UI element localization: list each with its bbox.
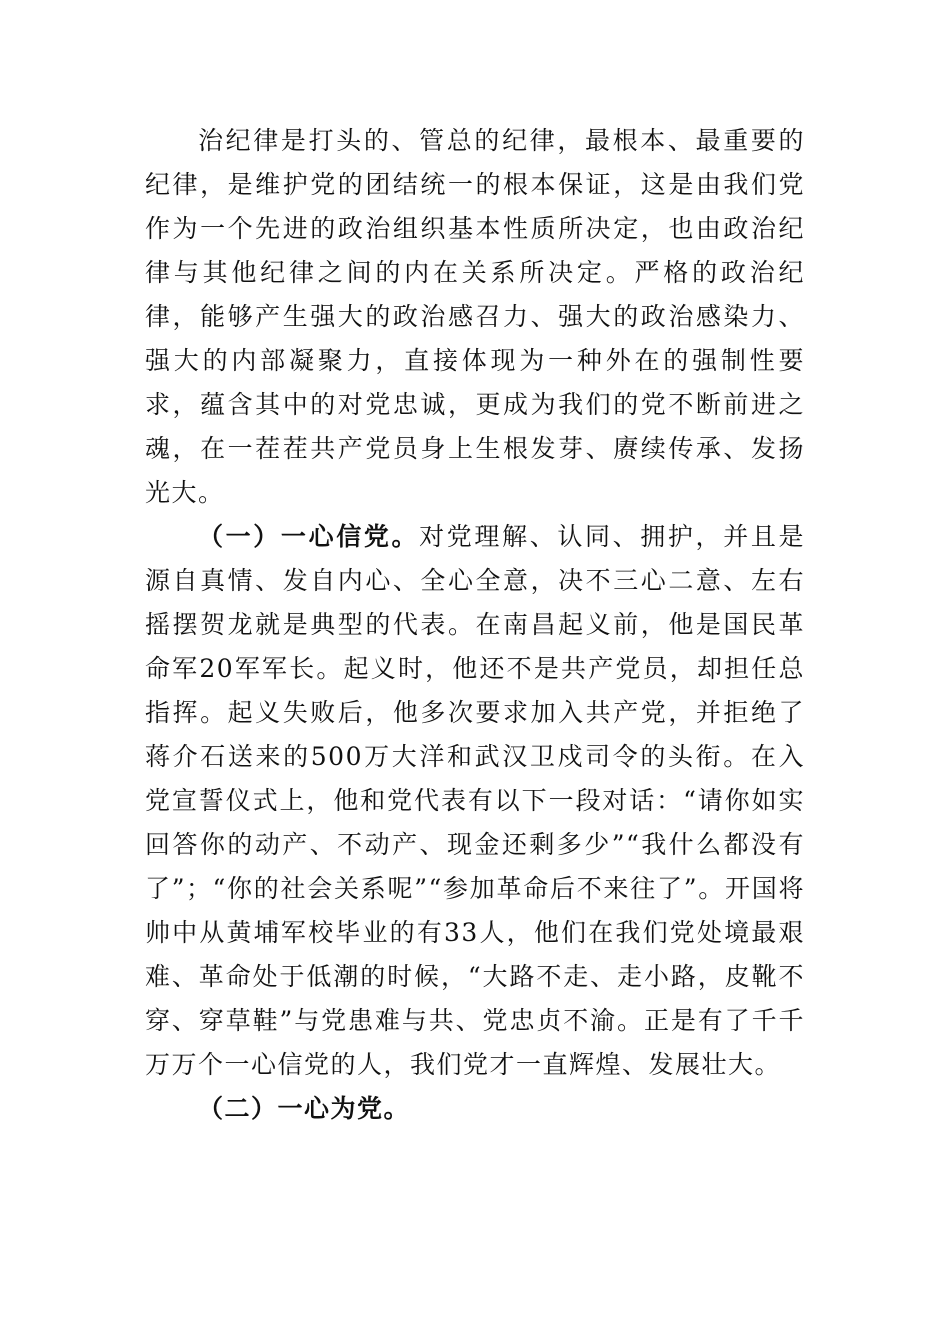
paragraph-political-discipline — [145, 119, 805, 515]
document-body — [145, 119, 805, 1131]
section-heading-serve-party: （二）一心为党。 — [198, 1094, 411, 1123]
paragraph-serve-party — [145, 1087, 805, 1131]
section-heading-trust-party: （一）一心信党。 — [198, 522, 420, 551]
paragraph-text: 对党理解、认同、拥护，并且是源自真情、发自内心、全心全意，决不三心二意、左右摇摆贺龙就是典型的代表。在南昌起义前，他是国民革命军20军军长。起义时，他还不是共产党员，却担任总指挥。起义失败后，他多次要求加入共产党，并拒绝了蒋介石送来的500万大洋和武汉卫戍司令的头衔。在入党宣誓仪式上，他和党代表有以下一段对话：“请你如实回答你的动产、不动产、现金还剩多少”“我什么都没有了”；“你的社会关系呢”“参加革命后不来往了”。开国将帅中从黄埔军校毕业的有33人，他们在我们党处境最艰难、革命处于低潮的时候，“大路不走、走小路，皮靴不穿、穿草鞋”与党患难与共、党忠贞不渝。正是有了千千万万个一心信党的人，我们党才一直辉煌、发展壮大。 — [145, 522, 805, 1079]
paragraph-text: 治纪律是打头的、管总的纪律，最根本、最重要的纪律，是维护党的团结统一的根本保证，这是由我们党作为一个先进的政治组织基本性质所决定，也由政治纪律与其他纪律之间的内在关系所决定。严格的政治纪律，能够产生强大的政治感召力、强大的政治感染力、强大的内部凝聚力，直接体现为一种外在的强制性要求，蕴含其中的对党忠诚，更成为我们的党不断前进之魂，在一茬茬共产党员身上生根发芽、赓续传承、发扬光大。 — [145, 126, 805, 507]
paragraph-trust-party — [145, 515, 805, 1087]
